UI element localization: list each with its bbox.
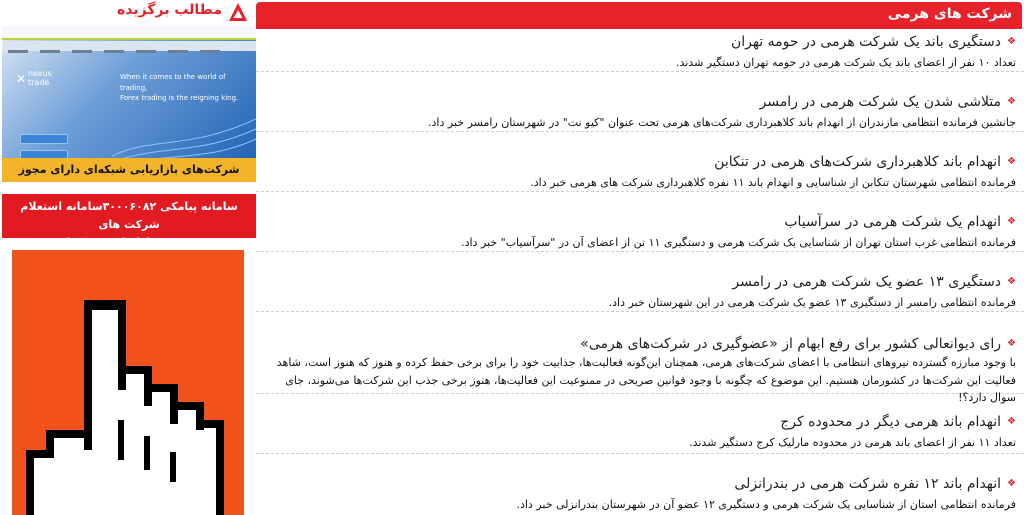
news-title[interactable]: انهدام باند ۱۲ نفره شرکت هرمی در بندرانزلی <box>734 476 1002 492</box>
news-item[interactable] <box>256 192 1024 252</box>
news-title[interactable]: دستگیری باند یک شرکت هرمی در حومه تهران <box>730 34 1002 50</box>
diamond-bullet-icon: ❖ <box>1007 416 1016 427</box>
x-logo-icon: ✕ <box>16 72 27 86</box>
main-column <box>256 0 1024 515</box>
diamond-bullet-icon: ❖ <box>1007 216 1016 227</box>
banner-headline: When it comes to the world of trading, Forex trading is the reigning king. <box>120 73 239 102</box>
news-item[interactable] <box>256 312 1024 405</box>
wave-graphic <box>112 96 256 166</box>
news-desc: تعداد ۱۰ نفر از اعضای باند یک شرکت هرمی در حومه تهران دستگیر شدند. <box>675 56 1016 69</box>
section-title: شرکت های هرمی <box>887 6 1012 22</box>
diamond-bullet-icon: ❖ <box>1007 156 1016 167</box>
news-item[interactable] <box>256 252 1024 312</box>
news-title[interactable]: رای دیوانعالی کشور برای رفع ابهام از «عضوگیری در شرکت‌های هرمی» <box>580 336 1002 352</box>
news-desc: فرمانده انتظامی استان از شناسایی یک شرکت هرمی و دستگیری ۱۲ عضو آن در شهرستان بندرانزلی خبر داد. <box>516 498 1016 511</box>
sidebar-header <box>0 0 256 24</box>
sms-service-box[interactable]: سامانه پیامکی ۳۰۰۰۶۰۸۲سامانه استعلام شرکت های هرمی و بازاریابی شبکه ای <box>2 194 256 238</box>
news-desc: با وجود مبارزه گسترده نیروهای انتظامی با اعضای شرکت‌های هرمی، همچنان این‌گونه فعالیت‌ها، جذابیت خود را برای برخی حفظ کرده و هنوز که هنوز است، شاهد فعالیت این شرکت‌ها در کشورمان هستیم. این موضوع که چگونه با وجود قوانین صریحی در ممنوعیت این فعالیت‌ها، هنوز برخی جذب این شرکت‌ها می‌شوند، جای سوال دارد؟! <box>276 356 1016 405</box>
news-title[interactable]: متلاشی شدن یک شرکت هرمی در رامسر <box>759 94 1002 110</box>
cursor-ad[interactable] <box>12 250 244 515</box>
news-desc: فرمانده انتظامی شهرستان تنکابن از شناسایی و انهدام باند ۱۱ نفره کلاهبرداری شرکت های هرمی خبر داد. <box>530 176 1016 189</box>
triangle-logo-icon <box>228 2 248 22</box>
forex-banner-ad[interactable] <box>2 26 256 182</box>
news-desc: فرمانده انتظامی غرب استان تهران از شناسایی یک شرکت هرمی و دستگیری ۱۱ تن از اعضای آن در "سرآسیاب" خبر داد. <box>461 236 1016 249</box>
news-item[interactable] <box>256 30 1024 72</box>
news-title[interactable]: دستگیری ۱۳ عضو یک شرکت هرمی در رامسر <box>732 274 1002 290</box>
news-desc: فرمانده انتظامی رامسر از دستگیری ۱۳ عضو یک شرکت هرمی در این شهرستان خبر داد. <box>608 296 1016 309</box>
news-item[interactable] <box>256 72 1024 132</box>
diamond-bullet-icon: ❖ <box>1007 478 1016 489</box>
diamond-bullet-icon: ❖ <box>1007 276 1016 287</box>
diamond-bullet-icon: ❖ <box>1007 36 1016 47</box>
news-desc: تعداد ۱۱ نفر از اعضای باند هرمی در محدوده مارلیک کرج دستگیر شدند. <box>689 436 1016 449</box>
banner-caption[interactable]: شرکت‌های بازاریابی شبکه‌ای دارای مجوز <box>2 158 256 182</box>
news-desc: جانشین فرمانده انتظامی مازندران از انهدام باند کلاهبرداری شرکت‌های هرمی تحت عنوان "کیو نت" در شهرستان رامسر خبر داد. <box>428 116 1016 129</box>
news-title[interactable]: انهدام باند کلاهبرداری شرکت‌های هرمی در تنکابن <box>714 154 1002 170</box>
diamond-bullet-icon: ❖ <box>1007 338 1016 349</box>
nexus-trade-logo: ✕ nexus trade <box>16 69 52 87</box>
sidebar-title: مطالب برگزیده <box>117 2 222 18</box>
news-item[interactable] <box>256 394 1024 454</box>
news-item[interactable] <box>256 132 1024 192</box>
section-header <box>256 2 1022 29</box>
news-list <box>256 30 1024 514</box>
news-title[interactable]: انهدام باند هرمی دیگر در محدوده کرج <box>780 414 1002 430</box>
sidebar <box>0 0 256 515</box>
banner-button-1[interactable] <box>20 134 68 144</box>
diamond-bullet-icon: ❖ <box>1007 96 1016 107</box>
pointer-hand-icon <box>12 250 244 515</box>
news-title[interactable]: انهدام یک شرکت هرمی در سرآسیاب <box>784 214 1002 230</box>
news-item[interactable] <box>256 454 1024 514</box>
